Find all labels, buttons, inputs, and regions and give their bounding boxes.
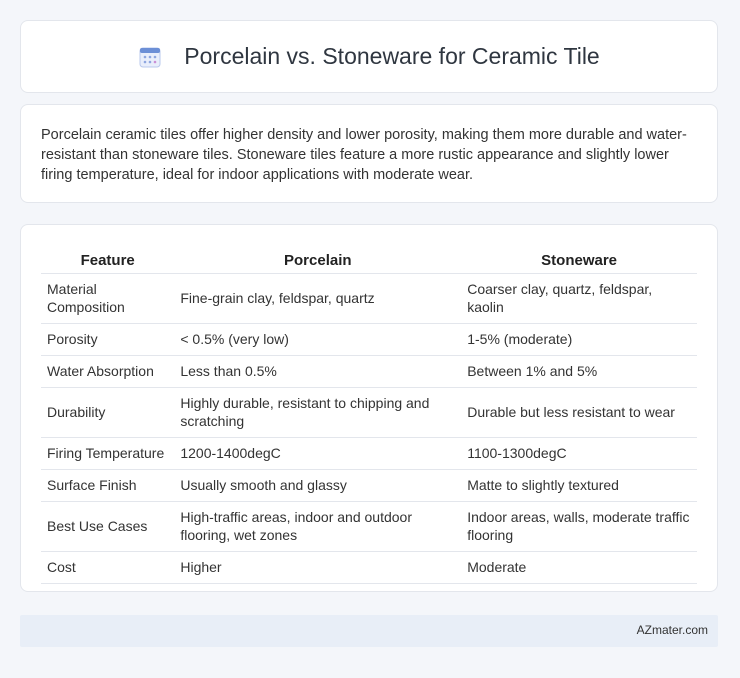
stoneware-cell: Coarser clay, quartz, feldspar, kaolin [461, 274, 697, 324]
porcelain-cell: Highly durable, resistant to chipping and scratching [174, 388, 461, 438]
column-header-stoneware: Stoneware [461, 243, 697, 274]
stoneware-cell: 1100-1300degC [461, 438, 697, 470]
calendar-icon [138, 45, 162, 69]
table-row [41, 356, 697, 388]
table-header-row [41, 243, 697, 274]
footer-brand: AZmater.com [636, 623, 708, 637]
feature-cell: Firing Temperature [41, 438, 174, 470]
feature-cell: Water Absorption [41, 356, 174, 388]
intro-paragraph: Porcelain ceramic tiles offer higher density and lower porosity, making them more durable and water-resistant than stoneware tiles. Stoneware tiles feature a more rustic appearance and slightly lower firing temperature, ideal for indoor applications with moderate wear. [41, 127, 687, 183]
feature-cell: Material Composition [41, 274, 174, 324]
porcelain-cell: < 0.5% (very low) [174, 324, 461, 356]
stoneware-cell: Between 1% and 5% [461, 356, 697, 388]
stoneware-cell: Indoor areas, walls, moderate traffic flooring [461, 502, 697, 552]
porcelain-cell: Higher [174, 552, 461, 584]
porcelain-cell: Fine-grain clay, feldspar, quartz [174, 274, 461, 324]
comparison-card [20, 224, 718, 592]
table-row [41, 388, 697, 438]
porcelain-cell: High-traffic areas, indoor and outdoor flooring, wet zones [174, 502, 461, 552]
table-row [41, 324, 697, 356]
porcelain-cell: Usually smooth and glassy [174, 470, 461, 502]
table-row [41, 502, 697, 552]
comparison-table [41, 243, 697, 584]
table-row [41, 274, 697, 324]
stoneware-cell: Durable but less resistant to wear [461, 388, 697, 438]
feature-cell: Durability [41, 388, 174, 438]
column-header-feature: Feature [41, 243, 174, 274]
table-row [41, 438, 697, 470]
column-header-porcelain: Porcelain [174, 243, 461, 274]
feature-cell: Best Use Cases [41, 502, 174, 552]
stoneware-cell: Matte to slightly textured [461, 470, 697, 502]
feature-cell: Surface Finish [41, 470, 174, 502]
table-row [41, 470, 697, 502]
feature-cell: Porosity [41, 324, 174, 356]
page-title: Porcelain vs. Stoneware for Ceramic Tile [184, 43, 600, 69]
table-row [41, 552, 697, 584]
stoneware-cell: Moderate [461, 552, 697, 584]
stoneware-cell: 1-5% (moderate) [461, 324, 697, 356]
title-card [20, 20, 718, 93]
intro-card [20, 104, 718, 203]
porcelain-cell: 1200-1400degC [174, 438, 461, 470]
porcelain-cell: Less than 0.5% [174, 356, 461, 388]
footer [20, 615, 718, 647]
feature-cell: Cost [41, 552, 174, 584]
